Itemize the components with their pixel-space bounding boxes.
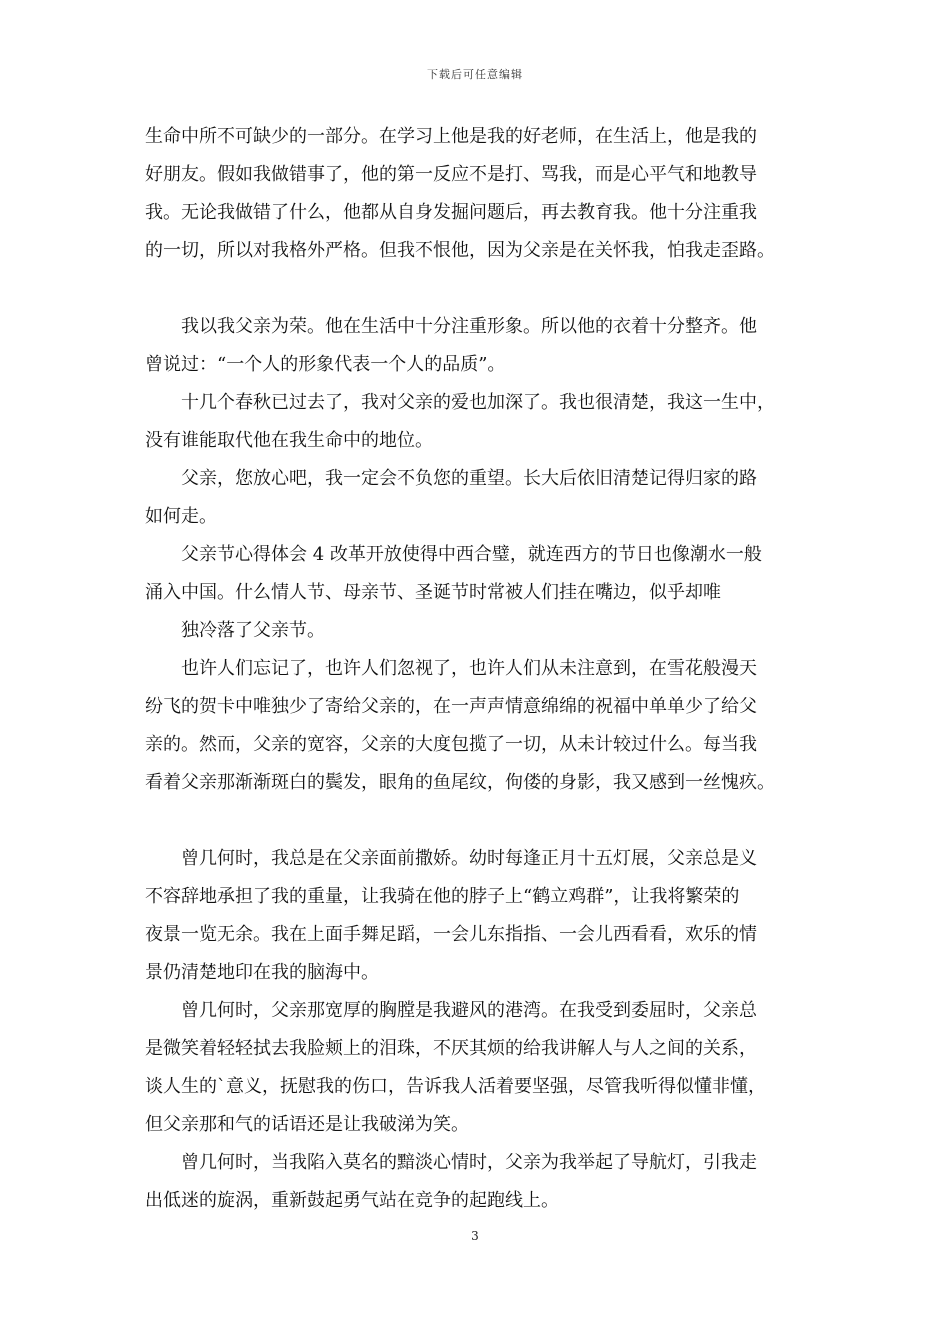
text-line: 涌入中国。什么情人节、母亲节、圣诞节时常被人们挂在嘴边，似乎却唯 — [145, 582, 721, 603]
text-line: 亲的。然而，父亲的宽容，父亲的大度包揽了一切，从未计较过什么。每当我 — [145, 734, 757, 755]
page-number: 3 — [471, 1229, 479, 1243]
text-line: 曾说过：“一个人的形象代表一个人的品质”。 — [145, 354, 506, 375]
text-line: 看着父亲那渐渐斑白的鬓发，眼角的鱼尾纹，佝偻的身影，我又感到一丝愧疚。 — [145, 772, 775, 793]
paragraph-gap — [145, 802, 815, 840]
text-line: 不容辞地承担了我的重量，让我骑在他的脖子上“鹤立鸡群”，让我将繁荣的 — [145, 886, 740, 907]
text-line: 生命中所不可缺少的一部分。在学习上他是我的好老师，在生活上，他是我的 — [145, 126, 757, 147]
paragraph-gap — [145, 270, 815, 308]
text-line: 好朋友。假如我做错事了，他的第一反应不是打、骂我，而是心平气和地教导 — [145, 164, 757, 185]
text-line: 夜景一览无余。我在上面手舞足蹈，一会儿东指指、一会儿西看看，欢乐的情 — [145, 924, 757, 945]
text-line: 父亲节心得体会 4 改革开放使得中西合璧，就连西方的节日也像潮水一般 — [181, 544, 762, 565]
text-line: 我以我父亲为荣。他在生活中十分注重形象。所以他的衣着十分整齐。他 — [181, 316, 757, 337]
text-line: 十几个春秋已过去了，我对父亲的爱也加深了。我也很清楚，我这一生中， — [181, 392, 775, 413]
text-line: 曾几何时，当我陷入莫名的黯淡心情时，父亲为我举起了导航灯，引我走 — [181, 1152, 757, 1173]
text-line: 曾几何时，父亲那宽厚的胸膛是我避风的港湾。在我受到委屈时，父亲总 — [181, 1000, 757, 1021]
text-line: 是微笑着轻轻拭去我脸颊上的泪珠，不厌其烦的给我讲解人与人之间的关系， — [145, 1038, 757, 1059]
document-body — [145, 118, 815, 1220]
text-line: 景仍清楚地印在我的脑海中。 — [145, 962, 379, 983]
text-line: 曾几何时，我总是在父亲面前撒娇。幼时每逢正月十五灯展，父亲总是义 — [181, 848, 757, 869]
text-line: 出低迷的旋涡，重新鼓起勇气站在竞争的起跑线上。 — [145, 1190, 559, 1211]
text-line: 父亲，您放心吧，我一定会不负您的重望。长大后依旧清楚记得归家的路 — [181, 468, 757, 489]
text-line: 纷飞的贺卡中唯独少了寄给父亲的，在一声声情意绵绵的祝福中单单少了给父 — [145, 696, 757, 717]
text-line: 也许人们忘记了，也许人们忽视了，也许人们从未注意到，在雪花般漫天 — [181, 658, 757, 679]
text-line: 但父亲那和气的话语还是让我破涕为笑。 — [145, 1114, 469, 1135]
text-line: 独冷落了父亲节。 — [181, 620, 325, 641]
text-line: 的一切，所以对我格外严格。但我不恨他，因为父亲是在关怀我，怕我走歪路。 — [145, 240, 775, 261]
text-line: 如何走。 — [145, 506, 217, 527]
text-line: 谈人生的`意义，抚慰我的伤口，告诉我人活着要坚强，尽管我听得似懂非懂， — [145, 1076, 766, 1097]
text-line: 我。无论我做错了什么，他都从自身发掘问题后，再去教育我。他十分注重我 — [145, 202, 757, 223]
page-header: 下载后可任意编辑 — [427, 68, 523, 81]
text-line: 没有谁能取代他在我生命中的地位。 — [145, 430, 433, 451]
